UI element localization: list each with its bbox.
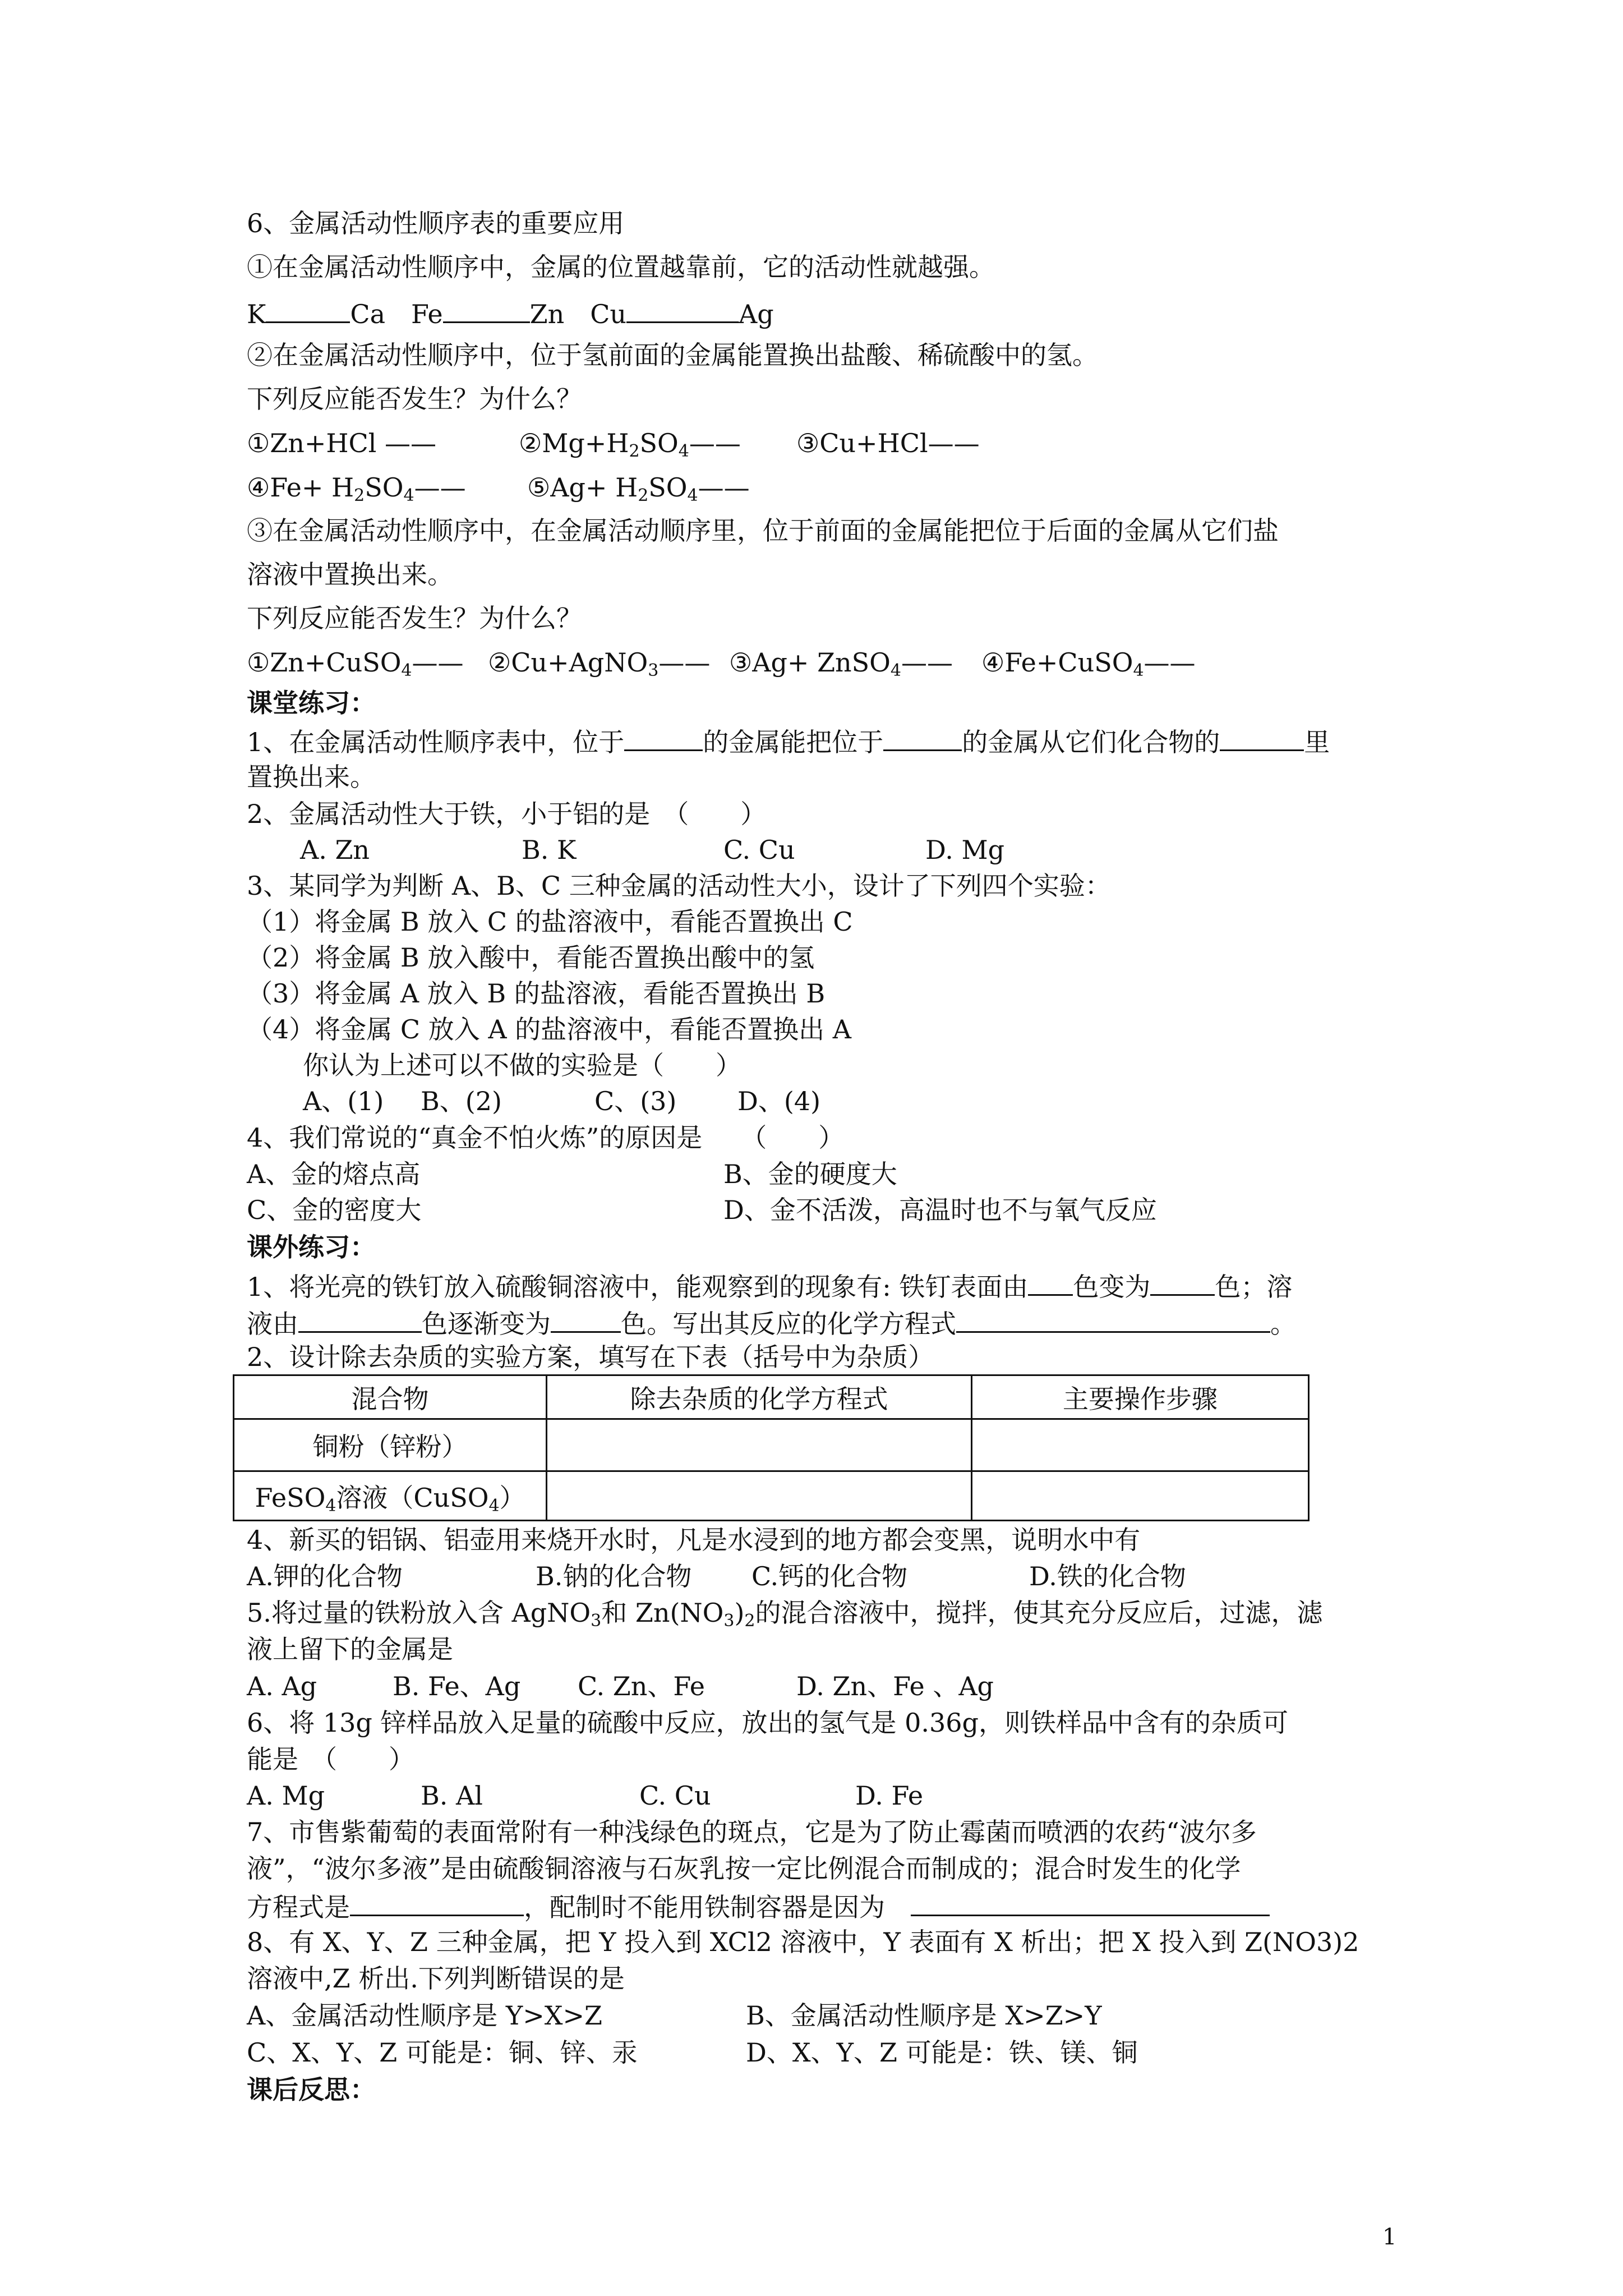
reaction-1: ①Zn+HCl —— — [247, 428, 437, 458]
question-prompt-2: 下列反应能否发生？为什么？ — [247, 603, 582, 633]
hw-q6-option-b: B. Al — [421, 1780, 483, 1811]
q3-item-1: （1）将金属 B 放入 C 的盐溶液中，看能否置换出 C — [247, 907, 853, 937]
reflection-heading: 课后反思： — [247, 2074, 376, 2105]
hw-q4-option-b: B.钠的化合物 — [536, 1561, 692, 1591]
impurity-table — [233, 1374, 1310, 1521]
rule-1: ①在金属活动性顺序中，金属的位置越靠前，它的活动性就越强。 — [247, 252, 995, 282]
q4-option-c: C、金的密度大 — [247, 1195, 422, 1225]
question-prompt: 下列反应能否发生？为什么？ — [247, 384, 582, 414]
homework-q7-line-2: 液”，“波尔多液”是由硫酸铜溶液与石灰乳按一定比例混合而制成的；混合时发生的化学 — [247, 1853, 1241, 1884]
homework-q5-line-2: 液上留下的金属是 — [247, 1634, 453, 1664]
q4-option-a: A、金的熔点高 — [247, 1159, 421, 1189]
hw-q5-option-b: B. Fe、Ag — [393, 1671, 521, 1701]
hw-q6-option-d: D. Fe — [855, 1780, 924, 1811]
table-cell-equation[interactable] — [547, 1419, 972, 1471]
hw-q8-option-a: A、金属活动性顺序是 Y>X>Z — [247, 2000, 603, 2031]
displacement-4: ④Fe+CuSO$_4$—— — [981, 647, 1196, 680]
q3-item-2: （2）将金属 B 放入酸中，看能否置换出酸中的氢 — [247, 942, 815, 973]
classwork-heading: 课堂练习： — [247, 688, 376, 718]
classwork-q1-line-2: 置换出来。 — [247, 762, 376, 792]
homework-q7: 7、市售紫葡萄的表面常附有一种浅绿色的斑点，它是为了防止霉菌而喷洒的农药“波尔多 — [247, 1817, 1257, 1847]
q3-ask: 你认为上述可以不做的实验是（ ） — [303, 1050, 741, 1080]
classwork-q4: 4、我们常说的“真金不怕火炼”的原因是 （ ） — [247, 1122, 845, 1153]
q3-option-d: D、(4) — [737, 1086, 821, 1116]
rule-2: ②在金属活动性顺序中，位于氢前面的金属能置换出盐酸、稀硫酸中的氢。 — [247, 340, 1098, 370]
q3-item-3: （3）将金属 A 放入 B 的盐溶液，看能否置换出 B — [247, 978, 826, 1009]
table-row — [234, 1419, 1309, 1471]
q4-option-b: B、金的硬度大 — [723, 1159, 897, 1189]
homework-q8-line-2: 溶液中,Z 析出.下列判断错误的是 — [247, 1963, 625, 1994]
hw-q8-option-b: B、金属活动性顺序是 X>Z>Y — [746, 2000, 1102, 2031]
hw-q6-option-a: A. Mg — [247, 1780, 325, 1811]
hw-q8-option-d: D、X、Y、Z 可能是：铁、镁、铜 — [746, 2037, 1138, 2068]
homework-q2: 2、设计除去杂质的实验方案，填写在下表（括号中为杂质） — [247, 1342, 934, 1372]
q2-option-a: A. Zn — [300, 835, 370, 865]
table-header-mixture: 混合物 — [234, 1375, 547, 1419]
q2-option-c: C. Cu — [723, 835, 795, 865]
classwork-q3: 3、某同学为判断 A、B、C 三种金属的活动性大小，设计了下列四个实验： — [247, 871, 1111, 901]
table-cell-mixture: 铜粉（锌粉） — [234, 1419, 547, 1471]
q2-option-d: D. Mg — [925, 835, 1005, 865]
table-cell-equation[interactable] — [547, 1471, 972, 1521]
reaction-2: $②Mg+H_2SO_4——$ — [519, 428, 741, 461]
hw-q5-option-c: C. Zn、Fe — [578, 1671, 706, 1701]
q3-item-4: （4）将金属 C 放入 A 的盐溶液中，看能否置换出 A — [247, 1014, 852, 1045]
classwork-q1: 1、在金属活动性顺序表中，位于 的金属能把位于 的金属从它们化合物的 里 — [247, 727, 1330, 757]
homework-q6-line-2: 能是 （ ） — [247, 1744, 414, 1774]
page-number: 1 — [1382, 2224, 1397, 2250]
displacement-3: ③Ag+ ZnSO$_4$—— — [729, 647, 953, 680]
reaction-3: ③Cu+HCl—— — [796, 428, 980, 458]
q3-option-b: B、(2) — [421, 1086, 502, 1116]
table-header-steps: 主要操作步骤 — [972, 1375, 1309, 1419]
homework-q1-line-2: 液由 色逐渐变为 色。写出其反应的化学方程式 。 — [247, 1309, 1296, 1339]
rule-3-line-2: 溶液中置换出来。 — [247, 559, 453, 590]
q2-option-b: B. K — [522, 835, 577, 865]
q4-option-d: D、金不活泼，高温时也不与氧气反应 — [723, 1195, 1157, 1225]
hw-q5-option-d: D. Zn、Fe 、Ag — [796, 1671, 994, 1701]
hw-q5-option-a: A. Ag — [247, 1671, 317, 1701]
homework-heading: 课外练习： — [247, 1232, 376, 1262]
table-cell-steps[interactable] — [972, 1471, 1309, 1521]
q3-option-a: A、(1) — [303, 1086, 384, 1116]
reaction-5: ⑤Ag+ $H_2SO_4——$ — [527, 472, 750, 505]
hw-q4-option-d: D.铁的化合物 — [1029, 1561, 1186, 1591]
hw-q4-option-a: A.钾的化合物 — [247, 1561, 403, 1591]
displacement-1: ①Zn+CuSO$_4$—— — [247, 647, 464, 680]
activity-sequence: K Ca Fe Zn Cu Ag — [247, 299, 774, 329]
homework-q8: 8、有 X、Y、Z 三种金属，把 Y 投入到 XCl2 溶液中，Y 表面有 X 析出；把 X 投入到 Z(NO3)2 — [247, 1927, 1359, 1957]
table-row — [234, 1471, 1309, 1521]
displacement-2: ②Cu+AgNO$_3$—— — [488, 647, 711, 680]
q3-option-c: C、(3) — [594, 1086, 677, 1116]
classwork-q2: 2、金属活动性大于铁，小于铝的是 （ ） — [247, 799, 767, 829]
homework-q5: 5.将过量的铁粉放入含 AgNO$_3$和 $Zn(NO_3)_2$的混合溶液中，搅拌，使其充分反应后，过滤，滤 — [247, 1598, 1323, 1631]
section-title: 6、金属活动性顺序表的重要应用 — [247, 208, 625, 238]
hw-q8-option-c: C、X、Y、Z 可能是：铜、锌、汞 — [247, 2037, 638, 2068]
hw-q6-option-c: C. Cu — [639, 1780, 711, 1811]
table-header-equation: 除去杂质的化学方程式 — [547, 1375, 972, 1419]
homework-q4: 4、新买的铝锅、铝壶用来烧开水时，凡是水浸到的地方都会变黑，说明水中有 — [247, 1525, 1141, 1555]
reaction-4: ④Fe+ $H_2SO_4——$ — [247, 472, 466, 505]
homework-q6: 6、将 13g 锌样品放入足量的硫酸中反应，放出的氢气是 0.36g，则铁样品中含有的杂质可 — [247, 1708, 1288, 1738]
table-cell-steps[interactable] — [972, 1419, 1309, 1471]
hw-q4-option-c: C.钙的化合物 — [751, 1561, 908, 1591]
table-cell-mixture: FeSO$_4$溶液（CuSO$_4$） — [234, 1471, 547, 1521]
homework-q7-line-3: 方程式是 ，配制时不能用铁制容器是因为 — [247, 1892, 1270, 1920]
rule-3-line-1: ③在金属活动性顺序中，在金属活动顺序里，位于前面的金属能把位于后面的金属从它们盐 — [247, 516, 1279, 546]
homework-q1: 1、将光亮的铁钉放入硫酸铜溶液中，能观察到的现象有: 铁钉表面由 色变为 色；溶 — [247, 1272, 1293, 1302]
